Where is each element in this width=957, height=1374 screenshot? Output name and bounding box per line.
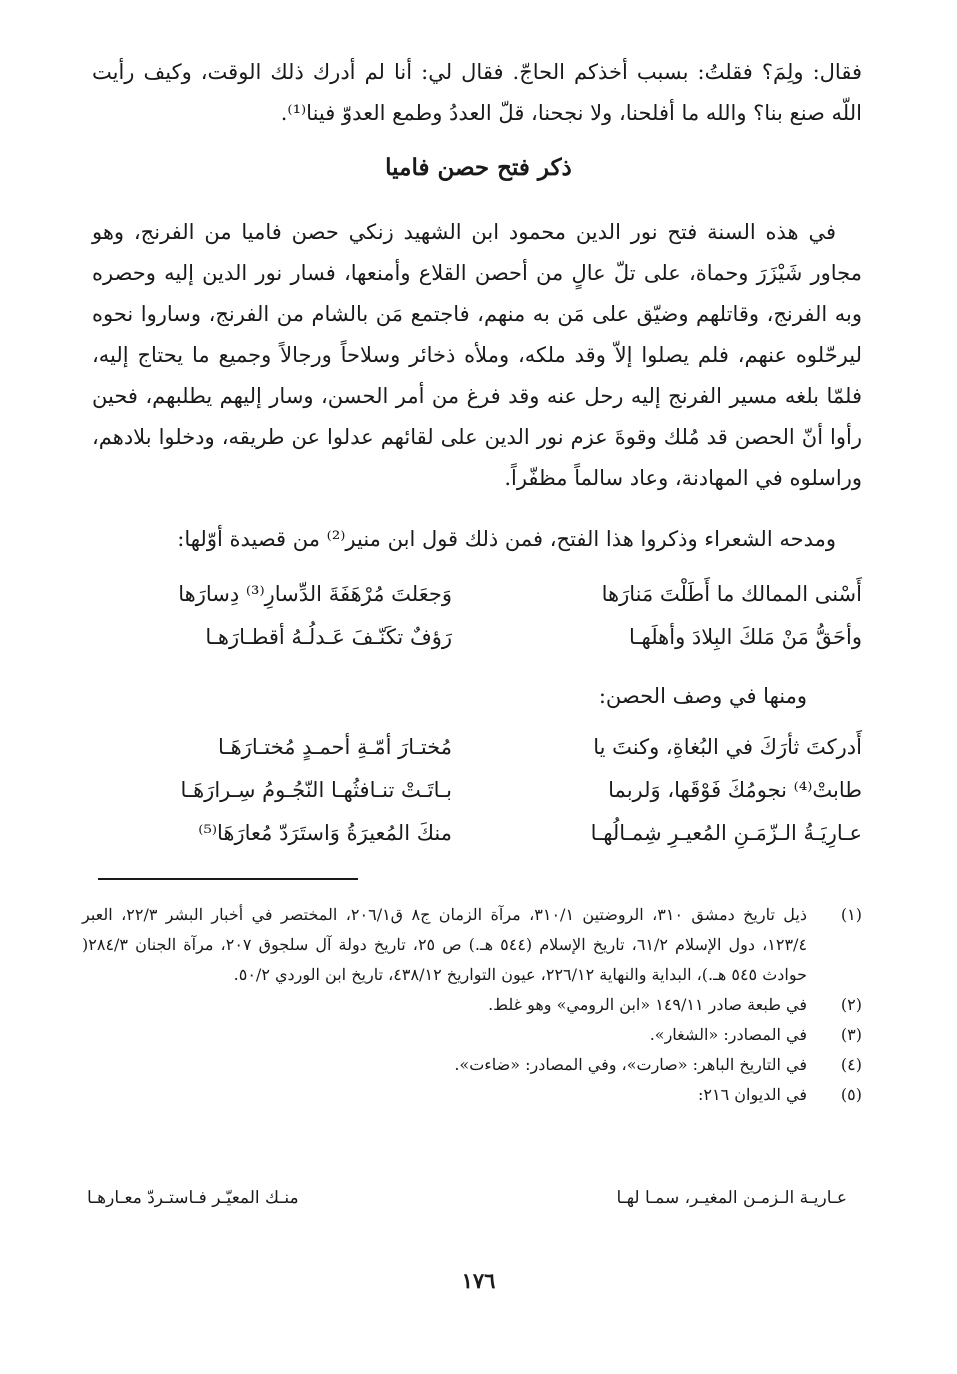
page-number: ١٧٦ <box>461 1268 496 1293</box>
footnote-text: في الديوان ٢١٦: <box>698 1085 807 1104</box>
footnote-text: ذيل تاريخ دمشق ٣١٠، الروضتين ٣١٠/١، مرآة الزمان ج٨ ق٢٠٦/١، المختصر في أخبار البشر ٢٢/٣، العبر ١٢٣/٤، دول الإسلام ٦١/٢، تاريخ الإسلام (٥٤٤ هـ.) ص ٢٥، تاريخ دولة آل سلجوق ٢٠٧، مرآة الجنان ٢٨٤/٣( حوادث ٥٤٥ هـ.)، البداية والنهاية ٢٢٦/١٢، عيون التواريخ ٤٣٨/١٢، تاريخ ابن الوردي ٥٠/٢. <box>82 905 808 984</box>
footnote <box>82 1080 862 1110</box>
verse-line <box>92 768 862 811</box>
poets-paragraph-block <box>92 519 862 560</box>
section-title: ذكر فتح حصن فاميا <box>385 154 572 181</box>
verse-first-hemistich: طابتْ⁽⁴⁾ نجومُكَ فَوْقَها، وَلربما <box>608 777 862 802</box>
poets-paragraph: ومدحه الشعراء وذكروا هذا الفتح، فمن ذلك قول ابن منير⁽²⁾ من قصيدة أوّلها: <box>177 527 836 551</box>
footnote-number: (٣) <box>840 1025 862 1044</box>
footnote-text: في التاريخ الباهر: «صارت»، وفي المصادر: «ضاءت». <box>454 1055 807 1074</box>
footnote-text: في طبعة صادر ١٤٩/١١ «ابن الرومي» وهو غلط. <box>488 995 807 1014</box>
footnote-verse-second-hemistich: منـك المعيّـر فـاستـردّ معـارهـا <box>87 1188 299 1208</box>
verse-second-hemistich: رَؤفٌ تكَنّـفَ عَـدلُـهُ أقطـارَهـا <box>205 624 452 649</box>
verse-line <box>92 811 862 854</box>
footnote-number: (٤) <box>840 1055 862 1074</box>
footnote <box>82 1050 862 1080</box>
main-paragraph: في هذه السنة فتح نور الدين محمود ابن الشهيد زنكي حصن فاميا من الفرنج، وهو مجاور شَيْزَرَ وحماة، على تلّ عالٍ من أحصن القلاع وأمنعها، فسار نور الدين إليه وحصره وبه الفرنج، وقاتلهم وضيّق على مَن به منهم، فاجتمع مَن بالشام من الفرنج، وساروا نحوه ليرحّلوه عنهم، فلم يصلوا إلاّ وقد ملكه، وملأه ذخائر وسلاحاً ورجالاً وجميع ما يحتاج إليه، فلمّا بلغه مسير الفرنج إليه رحل عنه وقد فرغ من أمر الحسن، وسار إليهم يطلبهم، فحين رأوا أنّ الحصن قد مُلك وقوةَ عزم نور الدين على لقائهم عدلوا عن طريقه، ودخلوا بلادهم، وراسلوه في المهادنة، وعاد سالماً مظفّراً. <box>92 220 862 490</box>
footnote-text: في المصادر: «الشغار». <box>649 1025 807 1044</box>
footnote-divider <box>98 878 358 880</box>
intro-paragraph: فقال: ولِمَ؟ فقلتُ: بسبب أخذكم الحاجّ. فقال لي: أنا لم أدرك ذلك الوقت، وكيف رأيت اللّه صنع بنا؟ والله ما أفلحنا، ولا نجحنا، قلّ العددُ وطمع العدوّ فينا⁽¹⁾. <box>92 60 862 125</box>
footnotes <box>82 900 862 1110</box>
intro-paragraph-block <box>92 52 862 134</box>
verse-second-hemistich: مُختـارَ أمّـةِ أحمـدٍ مُختـارَهَـا <box>218 734 452 759</box>
fort-description-intro: ومنها في وصف الحصن: <box>598 684 807 708</box>
poem-verses-second <box>92 725 862 854</box>
footnote-verse <box>87 1188 847 1208</box>
verse-line <box>92 725 862 768</box>
poem-verses-first <box>92 572 862 658</box>
verse-line <box>92 615 862 658</box>
footnote <box>82 900 862 990</box>
footnote-verse-first-hemistich: عـاريـة الـزمـن المغيـر، سمـا لهـا <box>616 1188 847 1208</box>
footnote-number: (٥) <box>840 1085 862 1104</box>
verse-line <box>92 572 862 615</box>
footnote-number: (٢) <box>840 995 862 1014</box>
footnote-number: (١) <box>840 905 862 924</box>
verse-first-hemistich: أَدركتَ ثأرَكَ في البُغاةِ، وكنتَ يا <box>593 734 862 759</box>
footnote <box>82 990 862 1020</box>
verse-first-hemistich: وأحَقُّ مَنْ مَلكَ البِلادَ وأهلَهـا <box>629 624 862 649</box>
verse-second-hemistich: منكَ المُعيرَةُ وَاستَرَدّ مُعارَهَا⁽⁵⁾ <box>198 820 452 845</box>
verse-second-hemistich: بـاتَـتْ تنـافثُهـا النّجُـومُ سِـرارَهَـا <box>180 777 452 802</box>
verse-first-hemistich: عـارِيَـةُ الـزّمَـنِ المُعيـرِ شِمـالُهـا <box>590 820 862 845</box>
main-paragraph-block <box>92 212 862 499</box>
verse-second-hemistich: وَجعَلتَ مُرْهَفَةَ الدِّسارِ⁽³⁾ دِسارَها <box>178 581 452 606</box>
verse-first-hemistich: أَسْنى الممالك ما أَطَلْتَ مَنارَها <box>601 581 862 606</box>
footnote <box>82 1020 862 1050</box>
